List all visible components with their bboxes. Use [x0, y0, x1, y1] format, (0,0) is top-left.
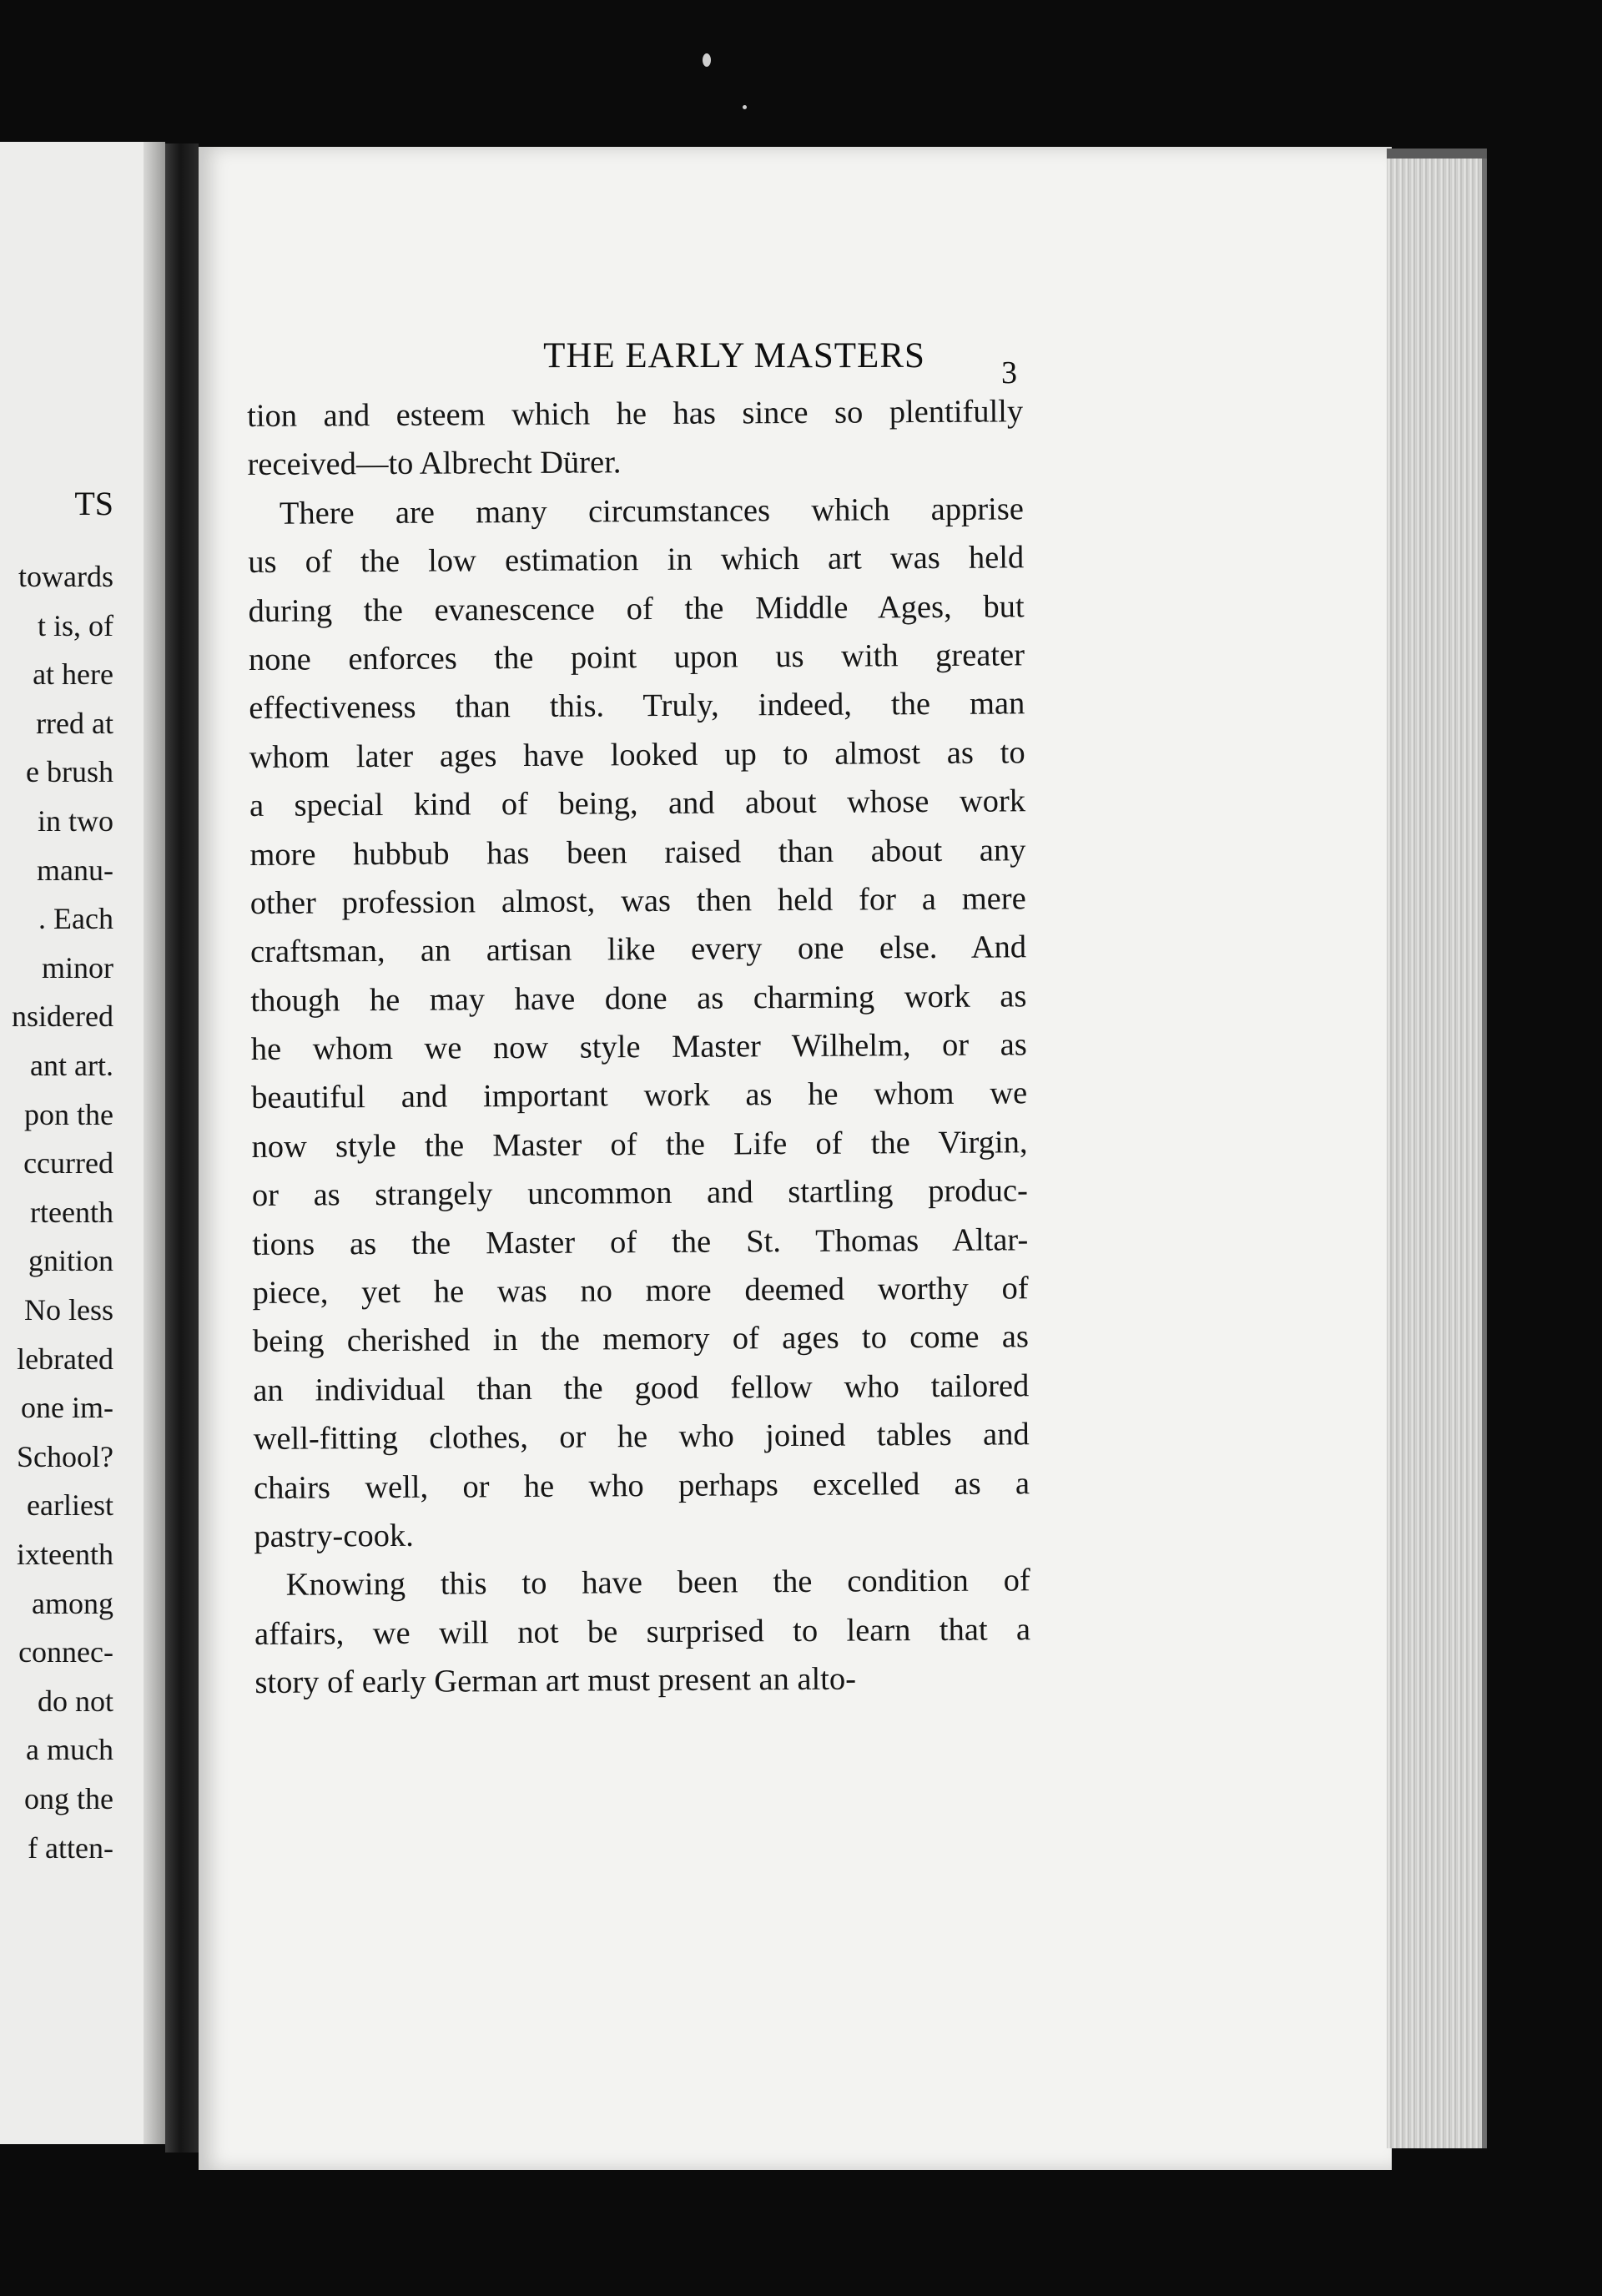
text-line: received—to Albrecht Dürer.: [247, 445, 622, 483]
left-text-line-fragment: f atten-: [28, 1830, 113, 1865]
text-line: whom later ages have looked up to almost as to: [249, 735, 1025, 775]
text-line: beautiful and important work as he whom we: [251, 1075, 1028, 1116]
text-line: being cherished in the memory of ages to come as: [252, 1319, 1030, 1360]
text-line: tions as the Master of the St. Thomas Altar-: [252, 1221, 1029, 1262]
left-text-line-fragment: ccurred: [23, 1146, 113, 1181]
text-line: There are many circumstances which apprise: [279, 491, 1025, 531]
text-line: well-fitting clothes, or he who joined tables and: [253, 1417, 1030, 1458]
left-text-line-fragment: rteenth: [30, 1195, 113, 1229]
left-text-line-fragment: ant art.: [30, 1049, 113, 1082]
left-text-line-fragment: ixteenth: [17, 1538, 113, 1571]
running-head: THE EARLY MASTERS: [543, 336, 925, 375]
dust-speck: [743, 105, 747, 109]
left-running-head-fragment: TS: [74, 485, 113, 522]
left-text-line-fragment: in two: [37, 804, 113, 838]
dust-speck: [703, 53, 711, 67]
left-text-line-fragment: connec-: [18, 1635, 113, 1669]
text-line: a special kind of being, and about whose work: [249, 783, 1026, 824]
left-text-line-fragment: gnition: [28, 1244, 113, 1278]
left-text-line-fragment: at here: [33, 657, 113, 692]
text-line: none enforces the point upon us with greater: [248, 637, 1025, 677]
text-line: though he may have done as charming work as: [250, 978, 1027, 1019]
text-line: chairs well, or he who perhaps excelled as a: [253, 1465, 1030, 1506]
left-text-line-fragment: School?: [17, 1439, 113, 1473]
text-line: or as strangely uncommon and startling produc-: [251, 1173, 1028, 1214]
book-spine: [165, 144, 199, 2152]
left-text-line-fragment: nsidered: [12, 999, 113, 1034]
text-line: affairs, we will not be surprised to learn that a: [254, 1612, 1031, 1652]
page-block-edges: [1387, 159, 1487, 2148]
left-text-line-fragment: earliest: [27, 1488, 113, 1523]
left-text-line-fragment: pon the: [24, 1097, 113, 1131]
page-number: 3: [1001, 355, 1017, 390]
text-line: pastry-cook.: [254, 1518, 414, 1554]
text-line: effectiveness than this. Truly, indeed, the man: [249, 686, 1025, 727]
text-line: an individual than the good fellow who tailored: [253, 1368, 1030, 1408]
left-text-line-fragment: minor: [42, 950, 113, 984]
left-text-line-fragment: t is, of: [37, 608, 113, 642]
left-text-line-fragment: . Each: [38, 902, 113, 936]
body-text: [247, 387, 1031, 1707]
text-line: tion and esteem which he has since so plentifully: [247, 394, 1024, 434]
text-line: us of the low estimation in which art was held: [248, 540, 1025, 581]
left-text-line-fragment: No less: [24, 1293, 113, 1327]
text-line: piece, yet he was no more deemed worthy of: [252, 1271, 1029, 1312]
left-text-line-fragment: do not: [37, 1684, 113, 1718]
left-text-line-fragment: one im-: [21, 1391, 113, 1425]
left-text-line-fragment: lebrated: [17, 1342, 113, 1376]
text-line: he whom we now style Master Wilhelm, or as: [250, 1027, 1027, 1068]
text-line: more hubbub has been raised than about any: [249, 832, 1026, 873]
left-text-line-fragment: among: [32, 1586, 113, 1620]
left-text-line-fragment: rred at: [36, 706, 113, 740]
left-page-gutter-shadow: [144, 142, 165, 2144]
left-text-line-fragment: ong the: [24, 1782, 113, 1815]
left-text-line-fragment: e brush: [26, 755, 113, 789]
left-text-line-fragment: a much: [26, 1733, 113, 1767]
left-page: [0, 142, 165, 2144]
text-line: during the evanescence of the Middle Ages, but: [248, 588, 1025, 629]
text-line: Knowing this to have been the condition of: [285, 1563, 1030, 1604]
text-line: craftsman, an artisan like every one else. And: [249, 929, 1027, 970]
left-text-line-fragment: manu-: [37, 853, 113, 887]
text-line: story of early German art must present an alto-: [254, 1661, 857, 1701]
left-text-line-fragment: towards: [18, 560, 113, 593]
text-line: now style the Master of the Life of the Virgin,: [251, 1125, 1028, 1165]
text-line: other profession almost, was then held for a mere: [249, 881, 1026, 921]
